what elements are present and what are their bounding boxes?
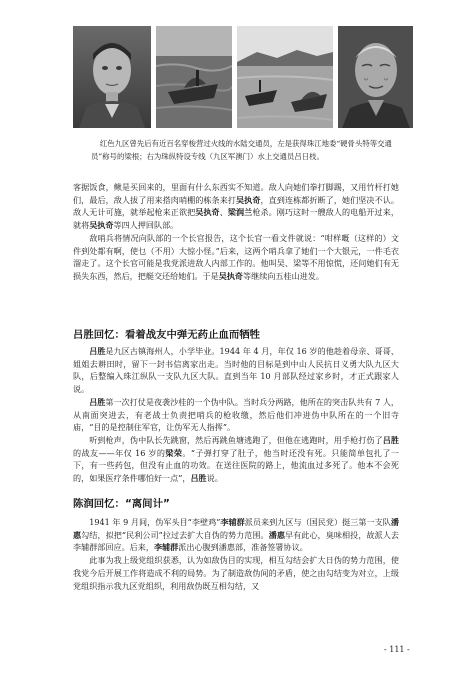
page-number: - 111 -	[384, 645, 410, 654]
text-block-intro	[73, 181, 399, 283]
photo-caption: 红色九区曾先后有近百名穿梭营过火线的水陆交通员，左是获得珠江地委“硬骨头特等交通员”称号的梁根；右为珠纵特设专线（九区军澳门）水上交通员吕日枝。	[91, 139, 392, 161]
paragraph-release: 敌哨兵将情况向队部的一个长官报告，这个长官一看文件就说：“咁样嘅（这样的）文件到处都有啊，使乜（不用）大惊小怪。”后来，这两个哨兵拿了她们一个大银元，一件毛衣溜走了。这个长官可能是我党派进敌人内部工作的。他叫吴、梁等不用惊慌，还问她们有无损失东西，然后，把艇交还给她们。于是吴执奇等继续向五桂山进发。	[73, 232, 399, 281]
text-block-lv-sheng	[73, 345, 399, 485]
paragraph-collusion: 1941 年 9 月间，伪军头目“李壁鸡”李辅群派员来到九区与（国民党）挺三第一支队潘惠勾结，拟把“民利公司”拉过去扩大自伪的势力范围。潘惠早有此心，臭味相投，故派人去李辅群部回应。后来，李辅群派出心腹到潘惠部，准备签署协议。	[73, 517, 399, 553]
photo-row	[73, 26, 413, 128]
text-block-chen-run	[73, 516, 399, 592]
paragraph-party-response: 此事为我上级党组织获悉，认为如敌伪目的实现，相互勾结会扩大日伪的势力范围，使我党今后开展工作将造成不利的局势。为了制造敌伪间的矛盾，使之由勾结变为对立，上级党组织指示我九区党组织，利用敌伪既互相勾结，又	[73, 555, 399, 591]
boats-on-river-wide-photo	[237, 26, 333, 128]
paragraph-comrade-death: 听到枪声，伪中队长先跳窗，然后再跳鱼塘逃跑了，但他在逃跑时，用手枪打伤了吕胜的战友——年仅 16 岁的梁荣。“子弹打穿了肚子，他当时还没有死。只能简单包扎了一下，有一些药包，但没有止血的功效。在送往医院的路上，他流血过多死了。他本不会死的，如果医疗条件哪怕好一点”，吕胜说。	[73, 434, 399, 484]
section-heading-lv-sheng: 吕胜回忆：看着战友中弹无药止血而牺牲	[73, 329, 261, 341]
paragraph-escort: 客据饭食，鳅是买回来的，里面有什么东西实不知道。敌人向她们拳打脚踢，又用竹杆打她们，最后，敌人拔了用来搭肉哨棚的栋条来打吴执奇，直到连栋都折断了，她们坚决不认。敌人无计可施，就举起枪来正欲把吴执奇、梁润兰枪杀。刚巧这时一艘敌人的电船开过来，就将吴执奇等四人押回队部。	[73, 182, 399, 231]
portrait-young-man-photo	[73, 26, 151, 128]
section-heading-chen-run: 陈润回忆：“离间计”	[73, 498, 170, 510]
paragraph-first-battle: 吕胜第一次打仗是夜袭沙桂的一个伪中队。当时兵分两路，他所在的突击队共有 7 人，从南面突进去，有老战士负责把哨兵的枪收缴，然后他们冲进伪中队所在的一个旧寺庙，“目的是控制住军官，让伪军无人指挥”。	[73, 396, 399, 433]
portrait-elderly-man-photo	[338, 26, 413, 128]
paragraph-lv-sheng-bio: 吕胜是九区古镇海州人，小学毕业。1944 年 4 月，年仅 16 岁的他趁着母亲、哥哥、姐姐去耕田时，留下一封书信离家出走。当时他的目标是到中山人民抗日义勇大队九区大队，后整编入珠江纵队一支队九区大队。直到当年 10 月部队经过家乡时，才正式跟家人说。	[73, 346, 399, 395]
boat-on-river-photo	[156, 26, 232, 128]
